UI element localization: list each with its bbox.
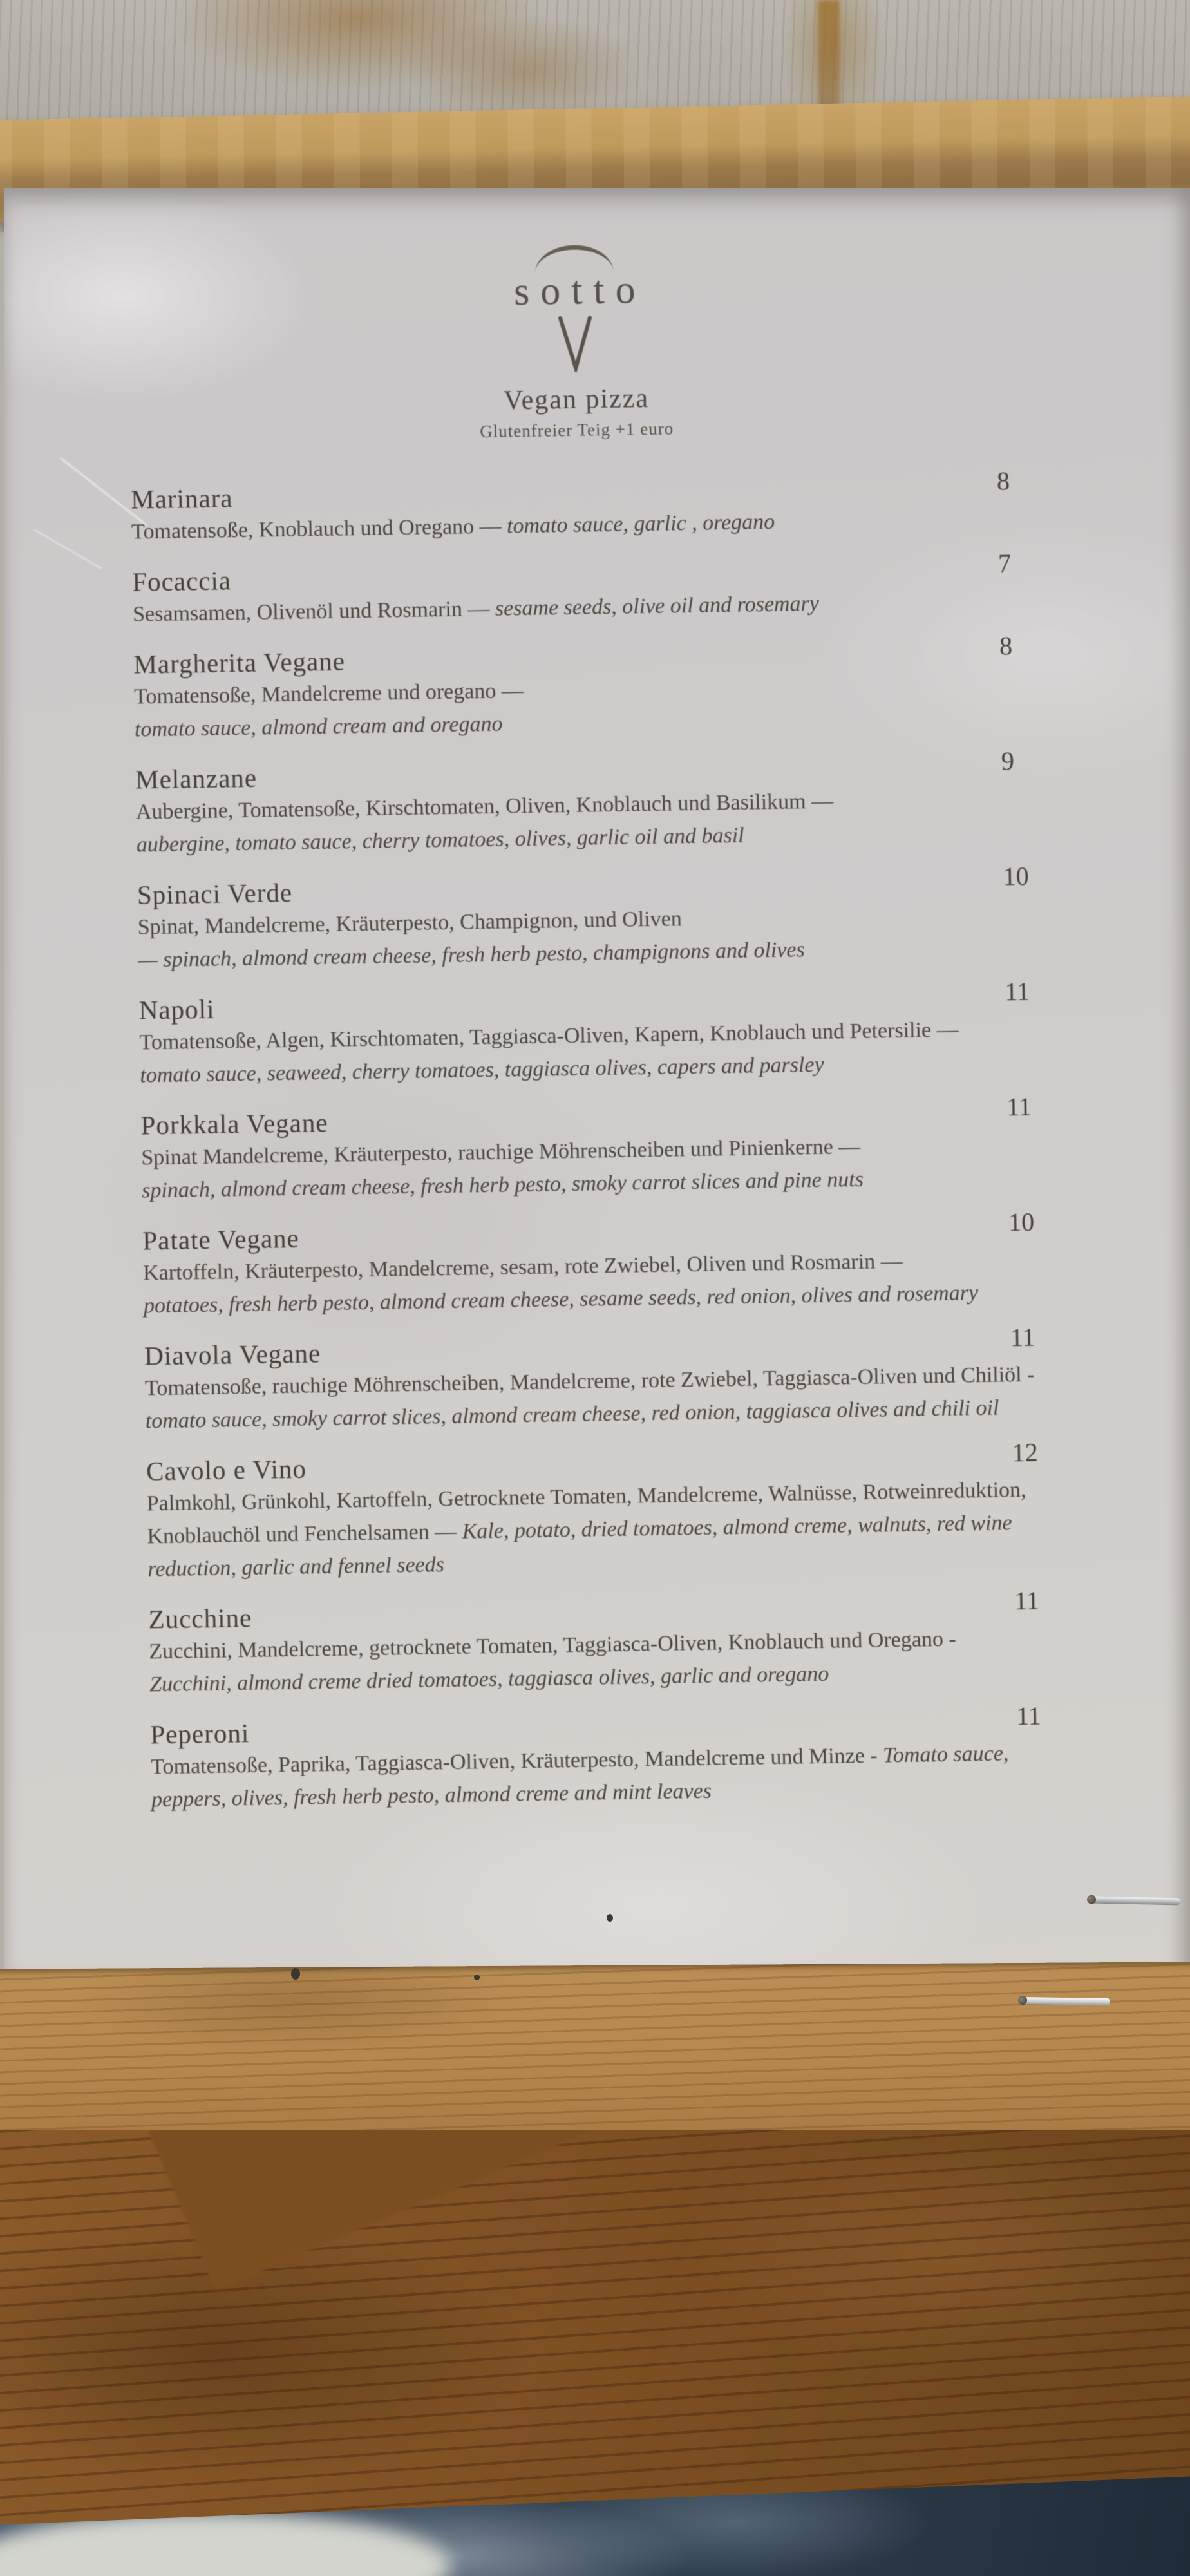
- item-name: Napoli: [138, 994, 215, 1025]
- item-price: 11: [1014, 1586, 1040, 1616]
- item-name: Peperoni: [150, 1718, 250, 1750]
- menu-item: [132, 551, 1086, 630]
- menu-item: [150, 1703, 1104, 1816]
- restaurant-logo: [0, 236, 1170, 450]
- item-description-german: Sesamsamen, Olivenöl und Rosmarin —: [132, 596, 496, 627]
- item-description-german: Spinat Mandelcreme, Kräuterpesto, rauchige Möhrenscheiben und Pinienkerne —: [141, 1134, 861, 1170]
- item-name: Marinara: [130, 483, 233, 515]
- item-name: Spinaci Verde: [137, 877, 293, 910]
- menu-item: [138, 976, 1093, 1092]
- item-description: [149, 1621, 1070, 1701]
- item-description: [146, 1473, 1068, 1586]
- menu-item: [148, 1588, 1102, 1701]
- menu-printed-content: [0, 170, 1190, 1979]
- item-description: [136, 781, 1057, 861]
- menu-list: [131, 468, 1104, 1816]
- item-description: [141, 1127, 1062, 1207]
- item-description-english: spinach, almond cream cheese, fresh herb pesto, smoky carrot slices and pine nuts: [141, 1167, 864, 1203]
- speck: [607, 1914, 613, 1922]
- item-description: [145, 1358, 1066, 1437]
- item-description-english: aubergine, tomato sauce, cherry tomatoes, olives, garlic oil and basil: [136, 823, 744, 857]
- item-description-german: Aubergine, Tomatensoße, Kirschtomaten, Oliven, Knoblauch und Basilikum —: [135, 789, 834, 824]
- item-description-english: tomato sauce, seaweed, cherry tomatoes, taggiasca olives, capers and parsley: [140, 1052, 824, 1088]
- item-price: 11: [1010, 1322, 1035, 1352]
- item-description-english: sesame seeds, olive oil and rosemary: [495, 591, 820, 621]
- item-price: 11: [1005, 976, 1030, 1007]
- item-description-german: Spinat, Mandelcreme, Kräuterpesto, Champignon, und Oliven: [137, 907, 683, 940]
- item-description-english: potatoes, fresh herb pesto, almond cream cheese, sesame seeds, red onion, olives and rosemary: [143, 1281, 979, 1318]
- speck: [291, 1968, 300, 1980]
- item-description: [143, 1242, 1064, 1322]
- item-description-english: Zucchini, almond creme dried tomatoes, taggiasca olives, garlic and oregano: [149, 1662, 829, 1697]
- menu-item: [144, 1322, 1099, 1437]
- menu-item: [131, 468, 1084, 548]
- item-price: 11: [1015, 1701, 1042, 1731]
- item-name: Focaccia: [131, 565, 232, 597]
- item-description-english: Tomato sauce, peppers, olives, fresh herb pesto, almond creme and mint leaves: [151, 1741, 1009, 1812]
- staple-icon: [1023, 1997, 1110, 2005]
- menu-board-bottom-rail: [0, 1962, 1190, 2137]
- item-name: Diavola Vegane: [144, 1338, 321, 1371]
- item-description: [134, 666, 1055, 746]
- brand-name: sotto: [513, 267, 647, 314]
- menu-item: [135, 748, 1090, 861]
- item-price: 7: [997, 549, 1012, 578]
- menu-item: [133, 633, 1088, 746]
- item-description-german: Tomatensoße, Paprika, Taggiasca-Oliven, Kräuterpesto, Mandelcreme und Minze -: [150, 1743, 883, 1779]
- item-name: Cavolo e Vino: [146, 1454, 307, 1486]
- item-description: [151, 1736, 1072, 1816]
- item-description-german: Zucchini, Mandelcreme, getrocknete Tomaten, Taggiasca-Oliven, Knoblauch und Oregano -: [149, 1627, 956, 1664]
- item-description-german: Palmkohl, Grünkohl, Kartoffeln, Getrocknete Tomaten, Mandelcreme, Walnüsse, Rotweinreduktion, Knoblauchöl und Fenchelsamen —: [146, 1477, 1026, 1549]
- item-description-german: Kartoffeln, Kräuterpesto, Mandelcreme, sesam, rote Zwiebel, Oliven und Rosmarin —: [142, 1249, 903, 1285]
- menu-item: [146, 1437, 1101, 1586]
- item-description-german: Tomatensoße, Knoblauch und Oregano —: [131, 514, 507, 544]
- menu-item: [140, 1094, 1095, 1207]
- item-price: 11: [1006, 1092, 1032, 1122]
- item-description-german: Tomatensoße, rauchige Möhrenscheiben, Mandelcreme, rote Zwiebel, Taggiasca-Oliven und Chiliöl -: [144, 1362, 1035, 1401]
- item-description-english: Kale, potato, dried tomatoes, almond creme, walnuts, red wine reduction, garlic and fennel seeds: [147, 1511, 1012, 1582]
- item-description-german: Tomatensoße, Mandelcreme und oregano —: [133, 679, 524, 709]
- wooden-table: [0, 2130, 1190, 2533]
- item-price: 10: [1008, 1207, 1035, 1237]
- menu-item: [142, 1209, 1097, 1322]
- item-price: 8: [999, 631, 1013, 661]
- pizza-slice-v-icon: [0, 306, 1169, 384]
- item-description-english: tomato sauce, garlic , oregano: [506, 509, 775, 538]
- item-price: 10: [1003, 861, 1030, 891]
- menu-item: [137, 861, 1091, 976]
- item-name: Melanzane: [135, 762, 258, 795]
- item-name: Patate Vegane: [142, 1223, 300, 1256]
- page-title: Vegan pizza: [503, 383, 650, 416]
- item-name: Porkkala Vegane: [140, 1107, 328, 1141]
- item-price: 8: [996, 466, 1010, 496]
- item-description-english: tomato sauce, almond cream and oregano: [134, 712, 503, 742]
- item-description: [139, 1012, 1061, 1092]
- item-name: Zucchine: [148, 1602, 252, 1634]
- item-price: 9: [1001, 746, 1015, 776]
- item-description-english: — spinach, almond cream cheese, fresh herb pesto, champignons and olives: [138, 938, 805, 972]
- speck: [474, 1975, 480, 1980]
- page-subtitle: Glutenfreier Teig +1 euro: [480, 419, 674, 442]
- item-description-german: Tomatensoße, Algen, Kirschtomaten, Taggiasca-Oliven, Kapern, Knoblauch und Petersilie —: [139, 1018, 959, 1055]
- item-description: [137, 896, 1059, 976]
- item-name: Margherita Vegane: [133, 646, 346, 679]
- item-price: 12: [1012, 1437, 1039, 1468]
- menu-paper-sheet: [4, 188, 1190, 1978]
- item-description-english: tomato sauce, smoky carrot slices, almond cream cheese, red onion, taggiasca olives and chili oil: [145, 1396, 999, 1434]
